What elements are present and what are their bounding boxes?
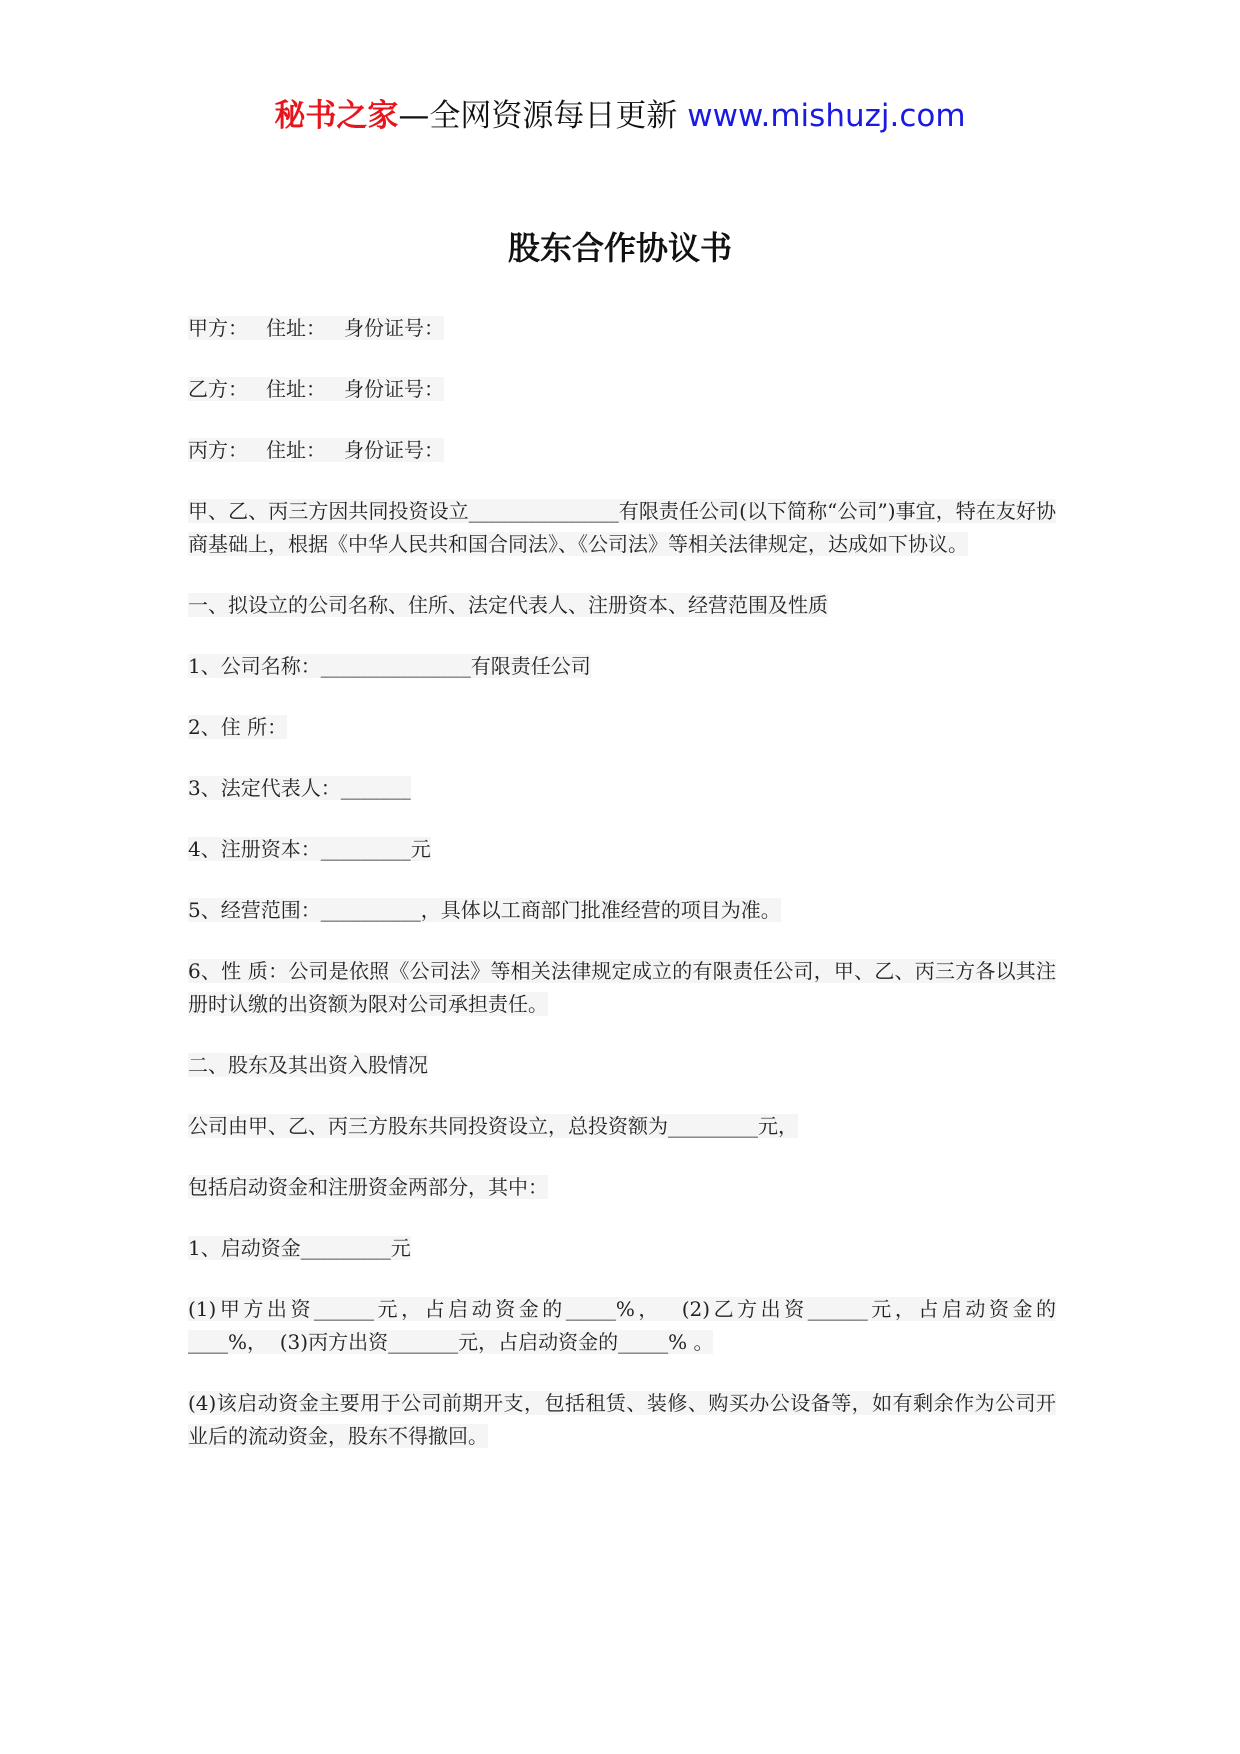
company-name-field-blank: _______________ <box>320 654 471 678</box>
item-registered-capital <box>188 833 1056 866</box>
company-name-blank: _______________ <box>468 499 619 523</box>
intro-text-after: 有限责任公司(以下简称“公司”)事宜，特在友好协商基础上，根据《中华人民共和国合同法》、《公司法》等相关法律规定，达成如下协议。 <box>188 499 1056 556</box>
party-a-share-blank: ______ <box>314 1297 375 1321</box>
document-title: 股东合作协议书 <box>507 229 732 267</box>
item-company-name <box>188 650 1056 683</box>
legal-rep-label: 3、法定代表人： <box>188 776 341 800</box>
party-a-address-label: 住址： <box>266 316 326 340</box>
section2-heading: 二、股东及其出资入股情况 <box>188 1053 428 1077</box>
party-line-b <box>188 373 1056 406</box>
capital-unit: 元 <box>410 837 431 861</box>
scope-label: 5、经营范围： <box>188 898 321 922</box>
startup-capital-unit: 元 <box>390 1236 411 1260</box>
banner-brand: 秘书之家 <box>274 98 399 134</box>
party-c-id-label: 身份证号： <box>344 438 444 462</box>
total-investment-unit: 元， <box>758 1114 798 1138</box>
total-investment-blank: _________ <box>668 1114 758 1138</box>
party-b-share-label: (2)乙方出资 <box>681 1297 808 1321</box>
capital-blank: _________ <box>320 837 411 861</box>
scope-note: ，具体以工商部门批准经营的项目为准。 <box>420 898 781 922</box>
startup-capital-blank: _________ <box>300 1236 391 1260</box>
total-investment <box>188 1110 1056 1143</box>
capital-label: 4、注册资本： <box>188 837 321 861</box>
startup-usage: (4)该启动资金主要用于公司前期开支，包括租赁、装修、购买办公设备等，如有剩余作为公司开业后的流动资金，股东不得撤回。 <box>188 1391 1056 1448</box>
party-a-share-label: (1)甲方出资 <box>188 1297 315 1321</box>
scope-blank: __________ <box>320 898 421 922</box>
intro-paragraph <box>188 495 1056 561</box>
party-c-share-label: (3)丙方出资 <box>279 1330 389 1354</box>
party-b-label: 乙方： <box>188 377 248 401</box>
legal-rep-blank: _______ <box>340 776 411 800</box>
item-business-scope <box>188 894 1056 927</box>
investment-composition: 包括启动资金和注册资金两部分，其中： <box>188 1175 548 1199</box>
banner-url-link[interactable]: www.mishuzj.com <box>687 98 966 134</box>
party-c-share-blank: _______ <box>388 1330 459 1354</box>
party-a-id-label: 身份证号： <box>344 316 444 340</box>
party-b-percent-blank: ____% <box>188 1330 248 1354</box>
company-type-text: 有限责任公司 <box>470 654 591 678</box>
startup-capital-label: 1、启动资金 <box>188 1236 301 1260</box>
party-line-c <box>188 434 1056 467</box>
total-investment-text: 公司由甲、乙、丙三方股东共同投资设立，总投资额为 <box>188 1114 668 1138</box>
banner-slogan: —全网资源每日更新 <box>398 98 678 134</box>
site-banner <box>0 96 1240 136</box>
company-name-label: 1、公司名称： <box>188 654 321 678</box>
party-b-share-blank: ______ <box>807 1297 868 1321</box>
party-c-percent-blank: _____% <box>618 1330 688 1354</box>
party-c-address-label: 住址： <box>266 438 326 462</box>
item-address: 2、住 所： <box>188 715 288 739</box>
item-nature: 6、性 质：公司是依照《公司法》等相关法律规定成立的有限责任公司，甲、乙、丙三方各以其注册时认缴的出资额为限对公司承担责任。 <box>188 959 1056 1016</box>
startup-capital <box>188 1232 1056 1265</box>
startup-shares: (1)甲方出资______元，占启动资金的_____%， (2)乙方出资______元，占启动资金的____%， (3)丙方出资_______元，占启动资金的_____% 。 <box>188 1297 1057 1354</box>
party-a-label: 甲方： <box>188 316 248 340</box>
intro-text-before: 甲、乙、丙三方因共同投资设立 <box>188 499 469 523</box>
party-c-label: 丙方： <box>188 438 248 462</box>
party-b-id-label: 身份证号： <box>344 377 444 401</box>
party-a-percent-blank: _____% <box>565 1297 635 1321</box>
party-line-a <box>188 312 1056 345</box>
section1-heading: 一、拟设立的公司名称、住所、法定代表人、注册资本、经营范围及性质 <box>188 593 828 617</box>
party-b-address-label: 住址： <box>266 377 326 401</box>
item-legal-rep <box>188 772 1056 805</box>
document-body <box>188 312 1056 1481</box>
